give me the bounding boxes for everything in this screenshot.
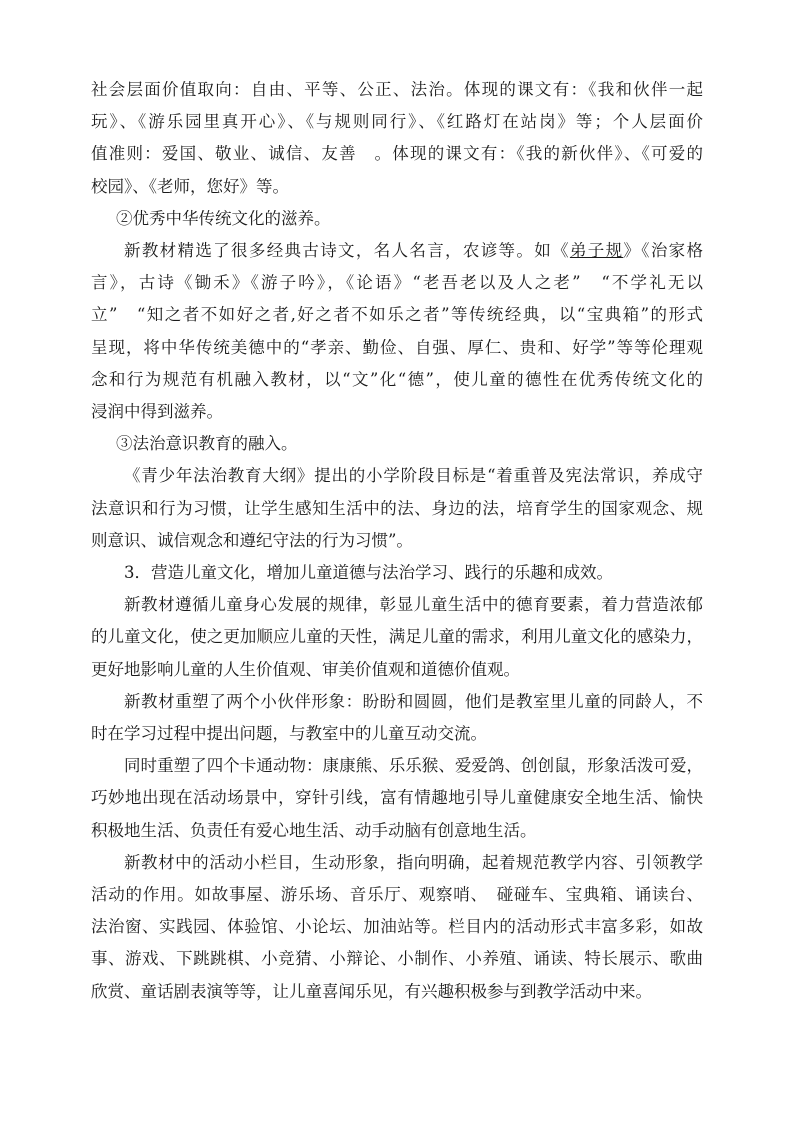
underlined-title: 弟子规 bbox=[569, 241, 624, 261]
text-line: 法治窗、实践园、体验馆、小论坛、加油站等。栏目内的活动形式丰富多彩，如故 bbox=[91, 917, 703, 937]
text-segment: 》《治家格 bbox=[623, 241, 704, 261]
text-line: 新教材遵循儿童身心发展的规律，彰显儿童生活中的德育要素，着力营造浓郁 bbox=[124, 595, 703, 615]
text-line: 则意识、诚信观念和遵纪守法的行为习惯”。 bbox=[91, 530, 413, 550]
text-line: 巧妙地出现在活动场景中，穿针引线，富有情趣地引导儿童健康安全地生活、愉快 bbox=[91, 788, 703, 808]
text-line: 浸润中得到滋养。 bbox=[91, 402, 223, 422]
text-line: 念和行为规范有机融入教材，以“文”化“德”，使儿童的德性在优秀传统文化的 bbox=[91, 369, 703, 389]
section-heading-3 bbox=[91, 557, 703, 589]
text-line: 的儿童文化，使之更加顺应儿童的天性，满足儿童的需求，利用儿童文化的感染力， bbox=[91, 627, 703, 647]
text-line: 立” “知之者不如好之者,好之者不如乐之者”等传统经典，以“宝典箱”的形式 bbox=[91, 305, 703, 325]
subheading-traditional-culture bbox=[91, 203, 703, 235]
paragraph-rule-of-law bbox=[91, 460, 703, 557]
text-line: 积极地生活、负责任有爱心地生活、动手动脑有创意地生活。 bbox=[91, 820, 537, 840]
subheading-rule-of-law bbox=[91, 428, 703, 460]
text-line: 言》，古诗《锄禾》《游子吟》，《论语》“老吾老以及人之老” “不学礼无以 bbox=[91, 273, 703, 293]
text-line: 社会层面价值取向：自由、平等、公正、法治。体现的课文有：《我和伙伴一起 bbox=[91, 80, 703, 99]
text-segment: 新教材精选了很多经典古诗文，名人名言，农谚等。如《 bbox=[124, 241, 570, 261]
paragraph-cartoon-animals bbox=[91, 750, 703, 847]
text-line bbox=[91, 235, 703, 267]
text-line: 法意识和行为习惯，让学生感知生活中的法、身边的法，培育学生的国家观念、规 bbox=[91, 498, 703, 518]
text-line: 同时重塑了四个卡通动物：康康熊、乐乐猴、爱爱鸽、创创鼠，形象活泼可爱， bbox=[124, 756, 703, 776]
paragraph-activity-columns bbox=[91, 847, 703, 1008]
text-line: 校园》、《老师，您好》等。 bbox=[91, 176, 289, 196]
text-line: 事、游戏、下跳跳棋、小竞猜、小辩论、小制作、小养殖、诵读、特长展示、歌曲 bbox=[91, 949, 703, 969]
text-line: 3．营造儿童文化，增加儿童道德与法治学习、践行的乐趣和成效。 bbox=[124, 563, 613, 583]
text-line: ②优秀中华传统文化的滋养。 bbox=[116, 208, 331, 228]
text-line: 呈现，将中华传统美德中的“孝亲、勤俭、自强、厚仁、贵和、好学”等等伦理观 bbox=[91, 337, 703, 357]
text-line: 时在学习过程中提出问题，与教室中的儿童互动交流。 bbox=[91, 724, 487, 744]
paragraph-child-culture bbox=[91, 589, 703, 686]
paragraph-core-values bbox=[91, 74, 703, 203]
document-body bbox=[91, 74, 703, 1008]
text-line: 活动的作用。如故事屋、游乐场、音乐厅、观察哨、 碰碰车、宝典箱、诵读台、 bbox=[91, 885, 703, 905]
text-line: 值准则：爱国、敬业、诚信、友善 。体现的课文有：《我的新伙伴》、《可爱的 bbox=[91, 144, 703, 164]
paragraph-traditional-culture bbox=[91, 235, 703, 428]
text-line: 《青少年法治教育大纲》提出的小学阶段目标是“着重普及宪法常识，养成守 bbox=[124, 466, 703, 486]
text-line: 玩》、《游乐园里真开心》、《与规则同行》、《红路灯在站岗》等；个人层面价 bbox=[91, 112, 703, 132]
text-line: ③法治意识教育的融入。 bbox=[116, 434, 298, 454]
text-line: 欣赏、童话剧表演等等，让儿童喜闻乐见，有兴趣积极参与到教学活动中来。 bbox=[91, 981, 652, 1001]
text-line: 更好地影响儿童的人生价值观、审美价值观和道德价值观。 bbox=[91, 659, 520, 679]
text-line: 新教材重塑了两个小伙伴形象：盼盼和圆圆，他们是教室里儿童的同龄人，不 bbox=[124, 691, 703, 711]
paragraph-companions bbox=[91, 686, 703, 750]
text-line: 新教材中的活动小栏目，生动形象，指向明确，起着规范教学内容、引领教学 bbox=[124, 852, 703, 872]
